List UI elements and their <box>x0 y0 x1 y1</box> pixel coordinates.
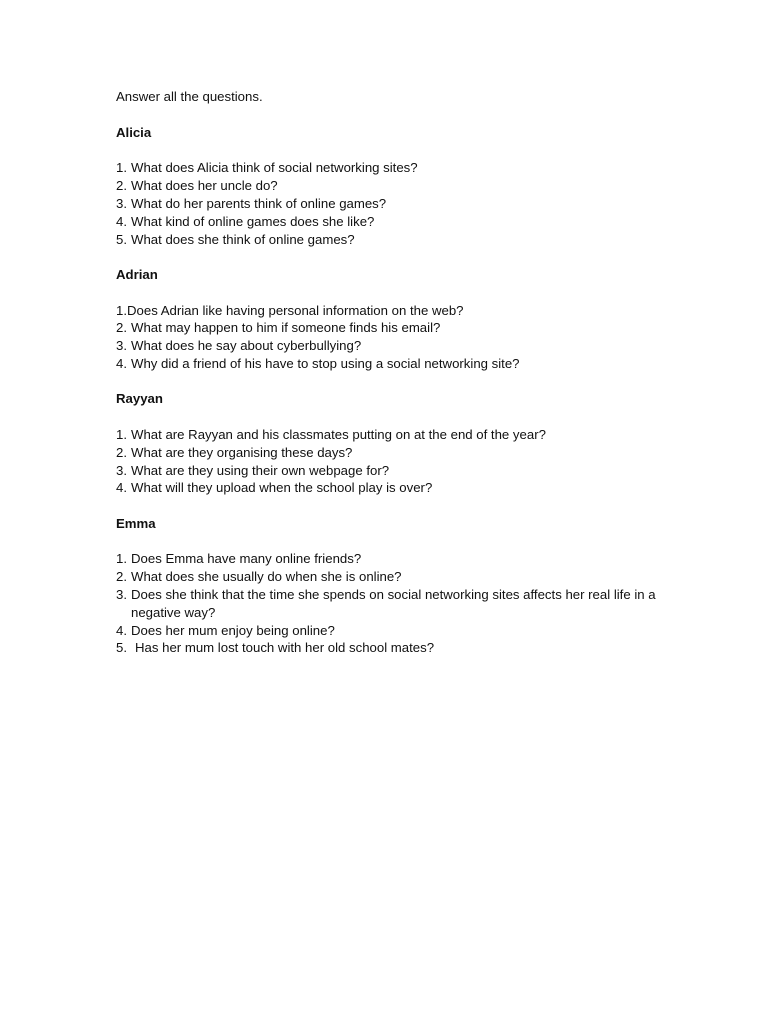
question-number: 4. <box>116 622 127 638</box>
question-item <box>116 444 676 462</box>
section-heading: Emma <box>116 515 156 531</box>
question-text: What does Alicia think of social networking sites? <box>131 160 418 176</box>
question-item <box>116 213 676 231</box>
question-item <box>116 622 676 640</box>
question-number: 4. <box>116 355 127 371</box>
question-text: Why did a friend of his have to stop using a social networking site? <box>131 355 520 371</box>
question-number: 1. <box>116 551 127 567</box>
question-item <box>116 177 676 195</box>
question-list <box>116 550 676 657</box>
section-alicia <box>116 124 676 249</box>
instruction-text: Answer all the questions. <box>116 89 263 104</box>
question-text: What may happen to him if someone finds his email? <box>131 320 441 336</box>
question-number: 2. <box>116 178 127 194</box>
question-item <box>116 426 676 444</box>
question-number: 4. <box>116 480 127 496</box>
question-item <box>116 337 676 355</box>
question-number: 5. <box>116 231 127 247</box>
question-text: What are Rayyan and his classmates putting on at the end of the year? <box>131 426 546 442</box>
question-number: 3. <box>116 586 127 602</box>
question-number: 1. <box>116 160 127 176</box>
question-text: What does she think of online games? <box>131 231 355 247</box>
question-number: 1. <box>116 426 127 442</box>
question-text: Has her mum lost touch with her old school mates? <box>135 640 435 656</box>
section-heading: Alicia <box>116 124 152 140</box>
question-number: 3. <box>116 195 127 211</box>
question-number: 2. <box>116 320 127 336</box>
question-item <box>116 586 676 622</box>
question-number: 2. <box>116 444 127 460</box>
question-text: Does Adrian like having personal information on the web? <box>127 302 464 318</box>
question-text: What are they using their own webpage for? <box>131 462 390 478</box>
section-rayyan <box>116 390 676 497</box>
question-text: Does Emma have many online friends? <box>131 551 362 567</box>
question-item <box>116 195 676 213</box>
question-text: What do her parents think of online games? <box>131 195 387 211</box>
question-item <box>116 319 676 337</box>
question-list <box>116 302 676 373</box>
question-item <box>116 568 676 586</box>
question-list <box>116 159 676 248</box>
question-number: 3. <box>116 338 127 354</box>
question-item <box>116 231 676 249</box>
question-text: What are they organising these days? <box>131 444 353 460</box>
question-number: 1. <box>116 302 127 318</box>
question-text: What kind of online games does she like? <box>131 213 375 229</box>
question-text: Does her mum enjoy being online? <box>131 622 335 638</box>
question-item <box>116 550 676 568</box>
question-text: What does her uncle do? <box>131 178 278 194</box>
section-emma <box>116 515 676 657</box>
question-number: 4. <box>116 213 127 229</box>
question-text: Does she think that the time she spends on social networking sites affects her real life in a negative way? <box>131 586 656 620</box>
question-number: 5. <box>116 640 127 656</box>
question-text: What does she usually do when she is online? <box>131 569 402 585</box>
section-heading: Rayyan <box>116 391 163 407</box>
question-list <box>116 426 676 497</box>
question-text: What will they upload when the school play is over? <box>131 480 433 496</box>
question-text: What does he say about cyberbullying? <box>131 338 362 354</box>
question-item <box>116 302 676 320</box>
question-number: 3. <box>116 462 127 478</box>
question-number: 2. <box>116 569 127 585</box>
question-item <box>116 355 676 373</box>
section-heading: Adrian <box>116 266 158 282</box>
section-adrian <box>116 266 676 373</box>
document-page <box>116 88 676 675</box>
question-item <box>116 462 676 480</box>
question-item <box>116 639 676 657</box>
question-item <box>116 479 676 497</box>
question-item <box>116 159 676 177</box>
